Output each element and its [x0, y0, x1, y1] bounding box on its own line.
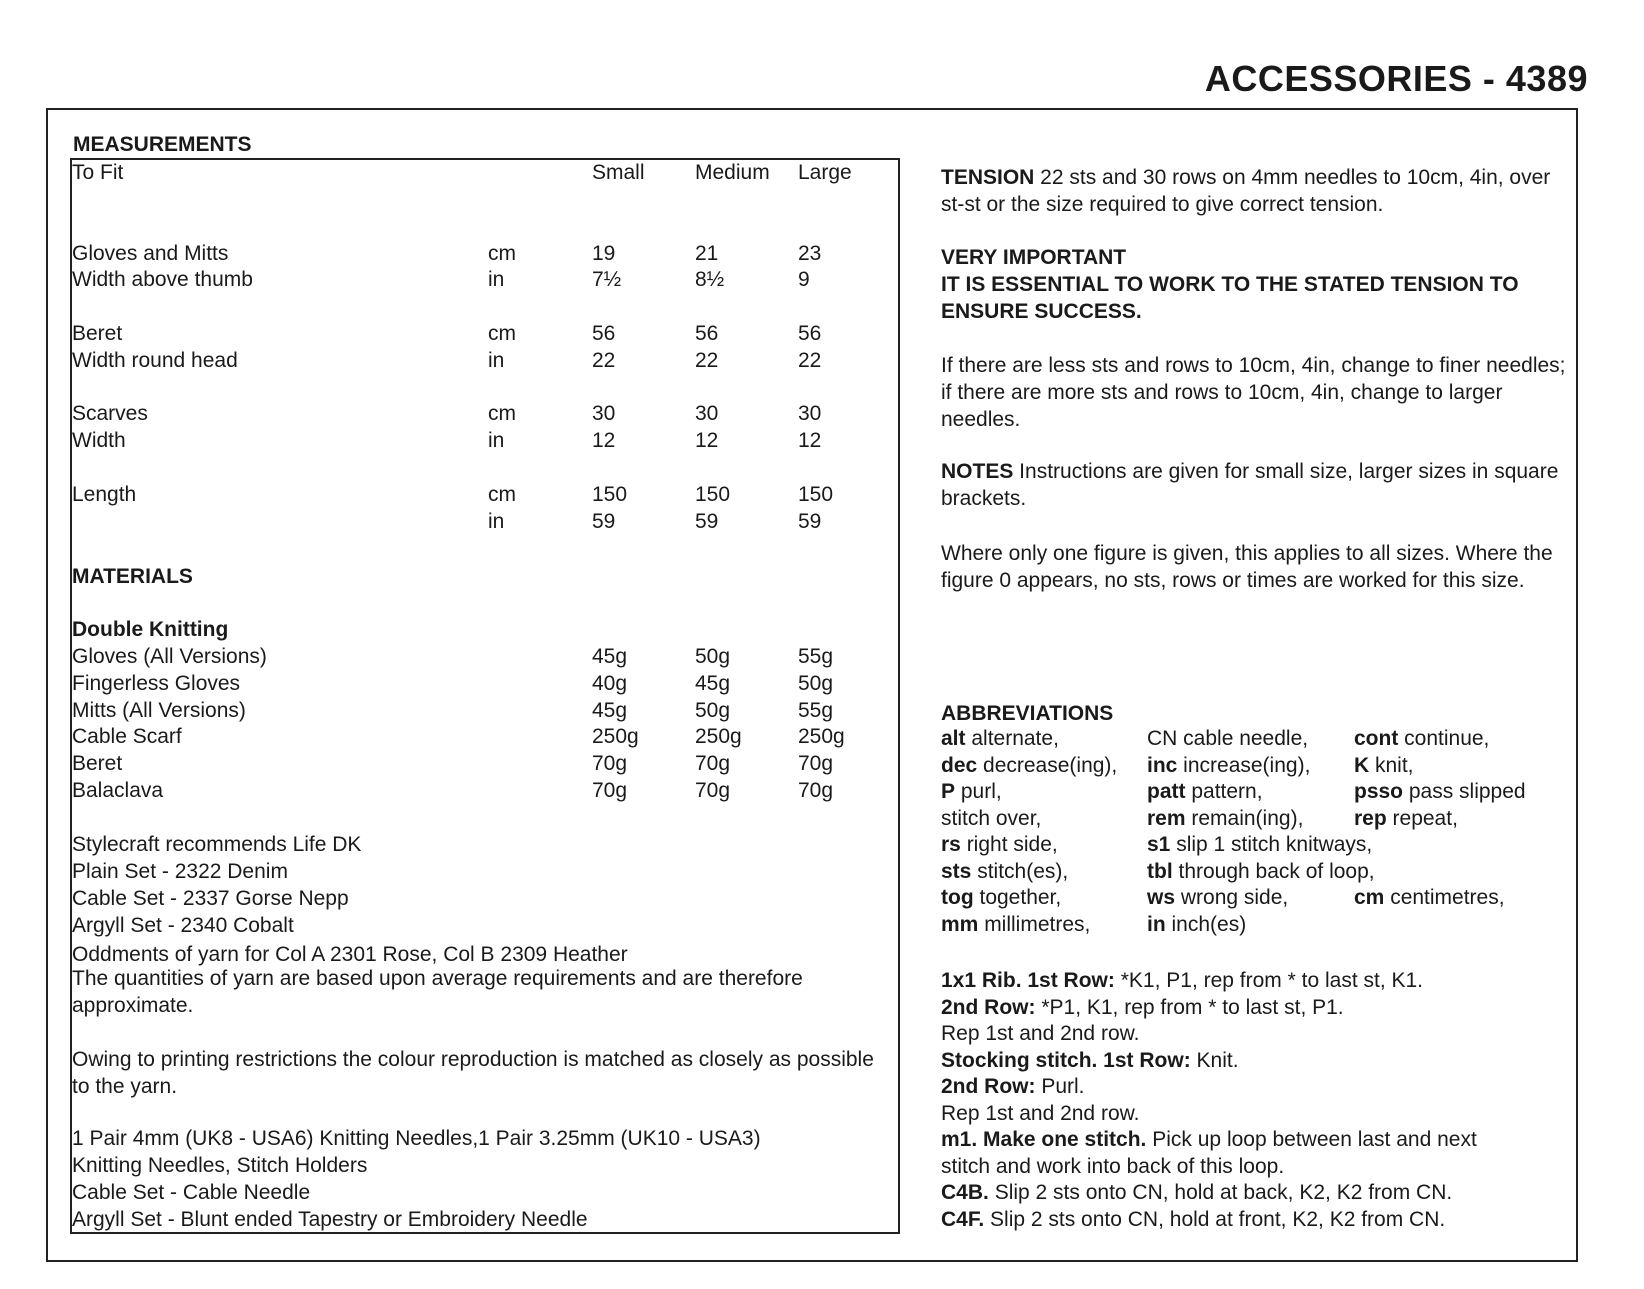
material-medium: 70g — [695, 779, 731, 802]
quantities-note: The quantities of yarn are based upon average requirements and are therefore approximate. — [72, 967, 803, 1017]
abbreviation-item: rep repeat, — [1354, 806, 1458, 830]
measurement-medium: 30 — [695, 402, 719, 425]
measurement-small: 59 — [592, 510, 616, 533]
measurements-heading: MEASUREMENTS — [73, 133, 252, 156]
material-medium: 45g — [695, 672, 731, 695]
material-large: 70g — [798, 779, 834, 802]
measurement-label: Length — [72, 483, 137, 506]
measurement-large: 56 — [798, 322, 822, 345]
needle-line: Cable Set - Cable Needle — [72, 1181, 311, 1204]
important-block — [941, 244, 1571, 325]
abbreviation-item: alt alternate, — [941, 727, 1059, 750]
measurement-large: 150 — [798, 483, 834, 506]
material-row — [72, 752, 892, 779]
material-row — [72, 699, 892, 726]
measurement-row — [72, 322, 892, 349]
material-row — [72, 645, 892, 672]
stitch-line: 1x1 Rib. 1st Row: *K1, P1, rep from * to last st, K1. — [941, 969, 1424, 992]
measurement-unit: cm — [488, 322, 516, 345]
material-label: Fingerless Gloves — [72, 672, 241, 695]
stitch-line: Stocking stitch. 1st Row: Knit. — [941, 1048, 1239, 1072]
tension-advice: If there are less sts and rows to 10cm, 4in, change to finer needles; if there are more sts and rows to 10cm, 4in, change to larger needles. — [941, 354, 1566, 431]
material-label: Balaclava — [72, 779, 164, 802]
material-medium: 70g — [695, 752, 731, 775]
material-large: 70g — [798, 752, 834, 775]
material-large: 50g — [798, 672, 834, 695]
material-medium: 50g — [695, 699, 731, 722]
material-row — [72, 725, 892, 752]
material-label: Beret — [72, 752, 123, 775]
abbreviations-grid — [941, 727, 1581, 939]
abbreviation-row — [941, 913, 1581, 940]
tension-label: TENSION — [941, 166, 1035, 189]
material-row — [72, 779, 892, 806]
needle-line: Knitting Needles, Stitch Holders — [72, 1154, 368, 1177]
stitch-line: Rep 1st and 2nd row. — [941, 1101, 1140, 1125]
abbreviation-item: P purl, — [941, 780, 1002, 803]
measurement-small: 56 — [592, 322, 616, 345]
stitch-line: stitch and work into back of this loop. — [941, 1154, 1285, 1178]
material-label: Cable Scarf — [72, 725, 182, 748]
measurement-label: Width round head — [72, 349, 238, 372]
size-medium-header: Medium — [695, 161, 770, 184]
abbreviation-row — [941, 807, 1581, 834]
material-medium: 250g — [695, 725, 742, 748]
materials-heading: MATERIALS — [72, 565, 193, 588]
tension-text: 22 sts and 30 rows on 4mm needles to 10cm, 4in, over st-st or the size required to give correct tension. — [941, 166, 1551, 216]
material-large: 55g — [798, 645, 834, 668]
material-small: 250g — [592, 725, 639, 748]
abbreviation-item: sts stitch(es), — [941, 859, 1069, 883]
measurement-small: 12 — [592, 429, 616, 452]
tension-block — [941, 164, 1571, 218]
measurement-medium: 12 — [695, 429, 719, 452]
figure-note: Where only one figure is given, this applies to all sizes. Where the figure 0 appears, no sts, rows or times are worked for this size. — [941, 542, 1553, 592]
measurement-row — [72, 349, 892, 376]
stitch-line: C4F. Slip 2 sts onto CN, hold at front, K2, K2 from CN. — [941, 1207, 1446, 1231]
material-label: Mitts (All Versions) — [72, 699, 246, 722]
materials-subheading: Double Knitting — [72, 618, 229, 641]
measurement-unit: in — [488, 429, 505, 452]
abbreviation-item: tog together, — [941, 886, 1062, 909]
abbreviation-item: CN cable needle, — [1147, 727, 1309, 750]
size-small-header: Small — [592, 161, 645, 184]
stitch-instructions — [941, 968, 1581, 1233]
material-label: Gloves (All Versions) — [72, 645, 267, 668]
needle-line: 1 Pair 4mm (UK8 - USA6) Knitting Needles,1 Pair 3.25mm (UK10 - USA3) — [72, 1127, 761, 1150]
abbreviation-row — [941, 754, 1581, 781]
measurement-row — [72, 429, 892, 456]
measurement-unit: in — [488, 510, 505, 533]
measurement-large: 23 — [798, 242, 822, 265]
material-large: 250g — [798, 725, 845, 748]
measurement-medium: 150 — [695, 483, 731, 506]
measurement-medium: 21 — [695, 242, 719, 265]
yarn-line: Cable Set - 2337 Gorse Nepp — [72, 887, 349, 910]
abbreviation-item: mm millimetres, — [941, 912, 1091, 936]
material-row — [72, 672, 892, 699]
measurement-small: 30 — [592, 402, 616, 425]
stitch-line: m1. Make one stitch. Pick up loop between last and next — [941, 1128, 1477, 1151]
yarn-line: Plain Set - 2322 Denim — [72, 860, 288, 883]
important-heading: VERY IMPORTANT — [941, 246, 1127, 269]
abbreviation-item: K knit, — [1354, 753, 1414, 777]
material-small: 45g — [592, 699, 628, 722]
abbreviation-item: rs right side, — [941, 833, 1058, 856]
measurement-unit: cm — [488, 483, 516, 506]
needle-line: Argyll Set - Blunt ended Tapestry or Embroidery Needle — [72, 1208, 588, 1231]
abbreviation-item: stitch over, — [941, 806, 1042, 830]
notes-label: NOTES — [941, 460, 1014, 483]
measurement-small: 22 — [592, 349, 616, 372]
measurement-row — [72, 242, 892, 269]
abbreviation-item: ws wrong side, — [1147, 886, 1289, 909]
yarn-line: Stylecraft recommends Life DK — [72, 833, 362, 856]
measurement-row — [72, 402, 892, 429]
measurement-small: 19 — [592, 242, 616, 265]
abbreviation-item: psso pass slipped — [1354, 780, 1526, 803]
measurement-medium: 59 — [695, 510, 719, 533]
abbreviation-row — [941, 780, 1581, 807]
measurement-large: 59 — [798, 510, 822, 533]
abbreviation-item: dec decrease(ing), — [941, 753, 1118, 777]
measurement-medium: 22 — [695, 349, 719, 372]
measurement-large: 30 — [798, 402, 822, 425]
to-fit-label: To Fit — [72, 161, 124, 184]
abbreviation-row — [941, 833, 1581, 860]
measurement-medium: 8½ — [695, 268, 725, 291]
measurement-unit: in — [488, 268, 505, 291]
measurement-label: Width above thumb — [72, 268, 253, 291]
measurement-label: Beret — [72, 322, 123, 345]
yarn-line: Argyll Set - 2340 Cobalt — [72, 914, 294, 937]
abbreviation-item: s1 slip 1 stitch knitways, — [1147, 833, 1373, 856]
abbreviation-row — [941, 860, 1581, 887]
measurement-large: 22 — [798, 349, 822, 372]
measurement-label: Width — [72, 429, 126, 452]
material-small: 45g — [592, 645, 628, 668]
measurement-small: 7½ — [592, 268, 622, 291]
notes-block — [941, 458, 1571, 512]
material-small: 70g — [592, 752, 628, 775]
material-small: 40g — [592, 672, 628, 695]
yarn-line: Oddments of yarn for Col A 2301 Rose, Col B 2309 Heather — [72, 943, 628, 966]
abbreviation-item: in inch(es) — [1147, 912, 1247, 936]
abbreviation-item: patt pattern, — [1147, 780, 1263, 803]
measurement-small: 150 — [592, 483, 628, 506]
important-text: IT IS ESSENTIAL TO WORK TO THE STATED TENSION TO ENSURE SUCCESS. — [941, 273, 1519, 323]
measurement-large: 9 — [798, 268, 810, 291]
measurement-row — [72, 483, 892, 510]
measurement-unit: in — [488, 349, 505, 372]
stitch-line: Rep 1st and 2nd row. — [941, 1022, 1140, 1045]
measurement-unit: cm — [488, 402, 516, 425]
abbreviation-row — [941, 886, 1581, 913]
stitch-line: C4B. Slip 2 sts onto CN, hold at back, K2, K2 from CN. — [941, 1181, 1453, 1204]
abbreviation-item: rem remain(ing), — [1147, 806, 1304, 830]
measurement-large: 12 — [798, 429, 822, 452]
measurement-medium: 56 — [695, 322, 719, 345]
measurement-unit: cm — [488, 242, 516, 265]
notes-text: Instructions are given for small size, larger sizes in square brackets. — [941, 460, 1559, 510]
abbreviation-item: cm centimetres, — [1354, 886, 1505, 909]
abbreviation-item: tbl through back of loop, — [1147, 859, 1375, 883]
stitch-line: 2nd Row: *P1, K1, rep from * to last st, P1. — [941, 995, 1344, 1019]
measurements-header-row — [72, 161, 892, 188]
abbreviation-item: inc increase(ing), — [1147, 753, 1311, 777]
abbreviation-item: cont continue, — [1354, 727, 1490, 750]
page-title: ACCESSORIES - 4389 — [1204, 58, 1588, 99]
material-large: 55g — [798, 699, 834, 722]
measurement-label: Gloves and Mitts — [72, 242, 229, 265]
material-medium: 50g — [695, 645, 731, 668]
stitch-line: 2nd Row: Purl. — [941, 1075, 1085, 1098]
size-large-header: Large — [798, 161, 852, 184]
measurement-row — [72, 510, 892, 537]
abbreviation-row — [941, 727, 1581, 754]
measurement-label: Scarves — [72, 402, 148, 425]
abbreviations-heading: ABBREVIATIONS — [941, 702, 1114, 725]
material-small: 70g — [592, 779, 628, 802]
measurement-row — [72, 268, 892, 295]
printing-note: Owing to printing restrictions the colour reproduction is matched as closely as possible to the yarn. — [72, 1048, 874, 1098]
